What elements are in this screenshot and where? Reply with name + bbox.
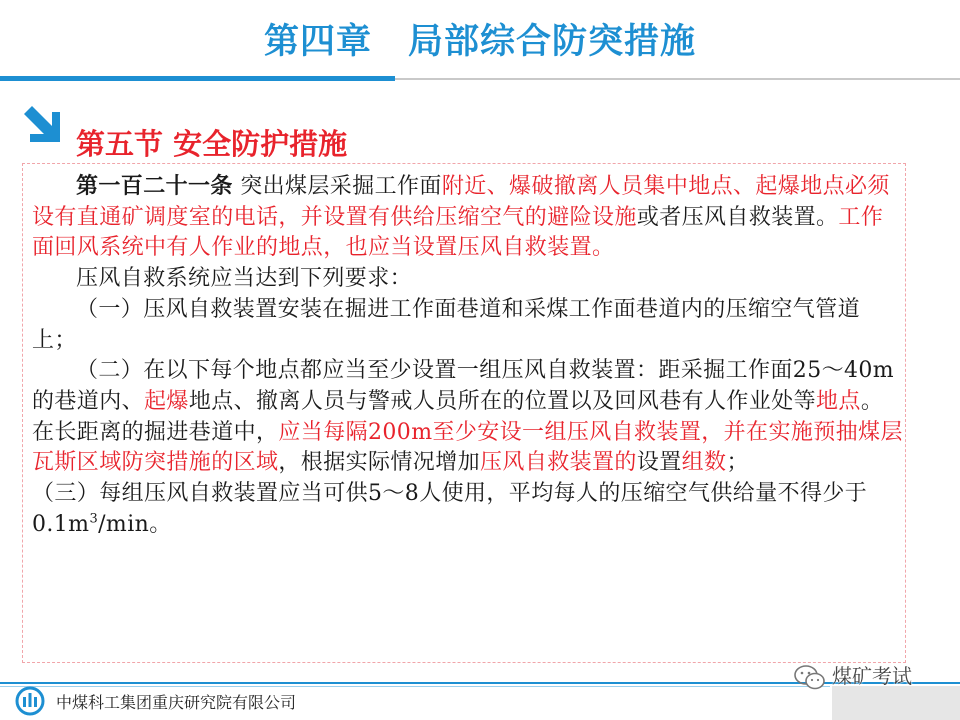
company-logo-icon bbox=[14, 686, 46, 716]
text-run: /min。 bbox=[98, 511, 172, 537]
text-run-highlight: 组数 bbox=[681, 450, 727, 476]
article-paragraph-2: 压风自救系统应当达到下列要求： bbox=[76, 266, 413, 292]
article-paragraph-1 bbox=[32, 172, 904, 264]
section-title: 第五节 安全防护措施 bbox=[76, 127, 348, 161]
text-run-highlight: 地点 bbox=[816, 388, 861, 414]
article-paragraph-5 bbox=[32, 479, 904, 540]
article-paragraph-4 bbox=[32, 356, 904, 479]
text-run: 设置 bbox=[636, 450, 682, 476]
company-name: 中煤科工集团重庆研究院有限公司 bbox=[56, 693, 297, 712]
watermark-text: 煤矿考试 bbox=[832, 664, 912, 688]
text-run: ； bbox=[726, 450, 749, 476]
text-run-highlight: 附近、爆破撤离人员集中地点、起爆地点必须设有直通矿调度室的电话，并设置有供给压缩空气的避险设施 bbox=[32, 174, 890, 230]
text-run-highlight: 压风自救装置的 bbox=[480, 450, 637, 476]
superscript: 3 bbox=[89, 511, 99, 527]
text-run: 地点、撤离人员与警戒人员所在的位置以及回风巷有人作业处等 bbox=[188, 388, 817, 414]
arrow-down-right-icon bbox=[18, 100, 68, 150]
footer-gray-tab bbox=[832, 686, 960, 720]
text-run: 突出煤层采掘工作面 bbox=[232, 174, 442, 199]
text-run-highlight: 工作面回风系统中有人作业的地点，也应当设置压风自救装置。 bbox=[32, 204, 884, 261]
chapter-title: 第四章 局部综合防突措施 bbox=[263, 22, 696, 62]
text-run: （二）在以下每个地点都应当至少设置一组压风自救装置：距采掘工作面25～40m的巷道内、 bbox=[32, 358, 895, 414]
header-rule-blue bbox=[0, 76, 395, 81]
slide-header bbox=[0, 0, 960, 80]
article-label: 第一百二十一条 bbox=[76, 174, 233, 199]
text-run: （三）每组压风自救装置应当可供5～8人使用，平均每人的压缩空气供给量不得少于0.1m bbox=[32, 481, 868, 537]
text-run: 或者压风自救装置。 bbox=[636, 204, 839, 230]
text-run-highlight: 应当每隔200m至少安设一组压风自救装置，并在实施预抽煤层瓦斯区域防突措施的区域 bbox=[32, 419, 903, 476]
text-run-highlight: 起爆 bbox=[144, 388, 189, 414]
text-run: 。在长距离的掘进巷道中， bbox=[32, 388, 884, 445]
wechat-icon bbox=[793, 664, 827, 692]
article-body bbox=[32, 172, 904, 540]
footer-rule-light bbox=[0, 686, 830, 687]
header-rule-gray bbox=[395, 78, 960, 80]
article-paragraph-3: （一）压风自救装置安装在掘进工作面巷道和采煤工作面巷道内的压缩空气管道上； bbox=[32, 296, 861, 353]
text-run: ，根据实际情况增加 bbox=[278, 450, 481, 476]
